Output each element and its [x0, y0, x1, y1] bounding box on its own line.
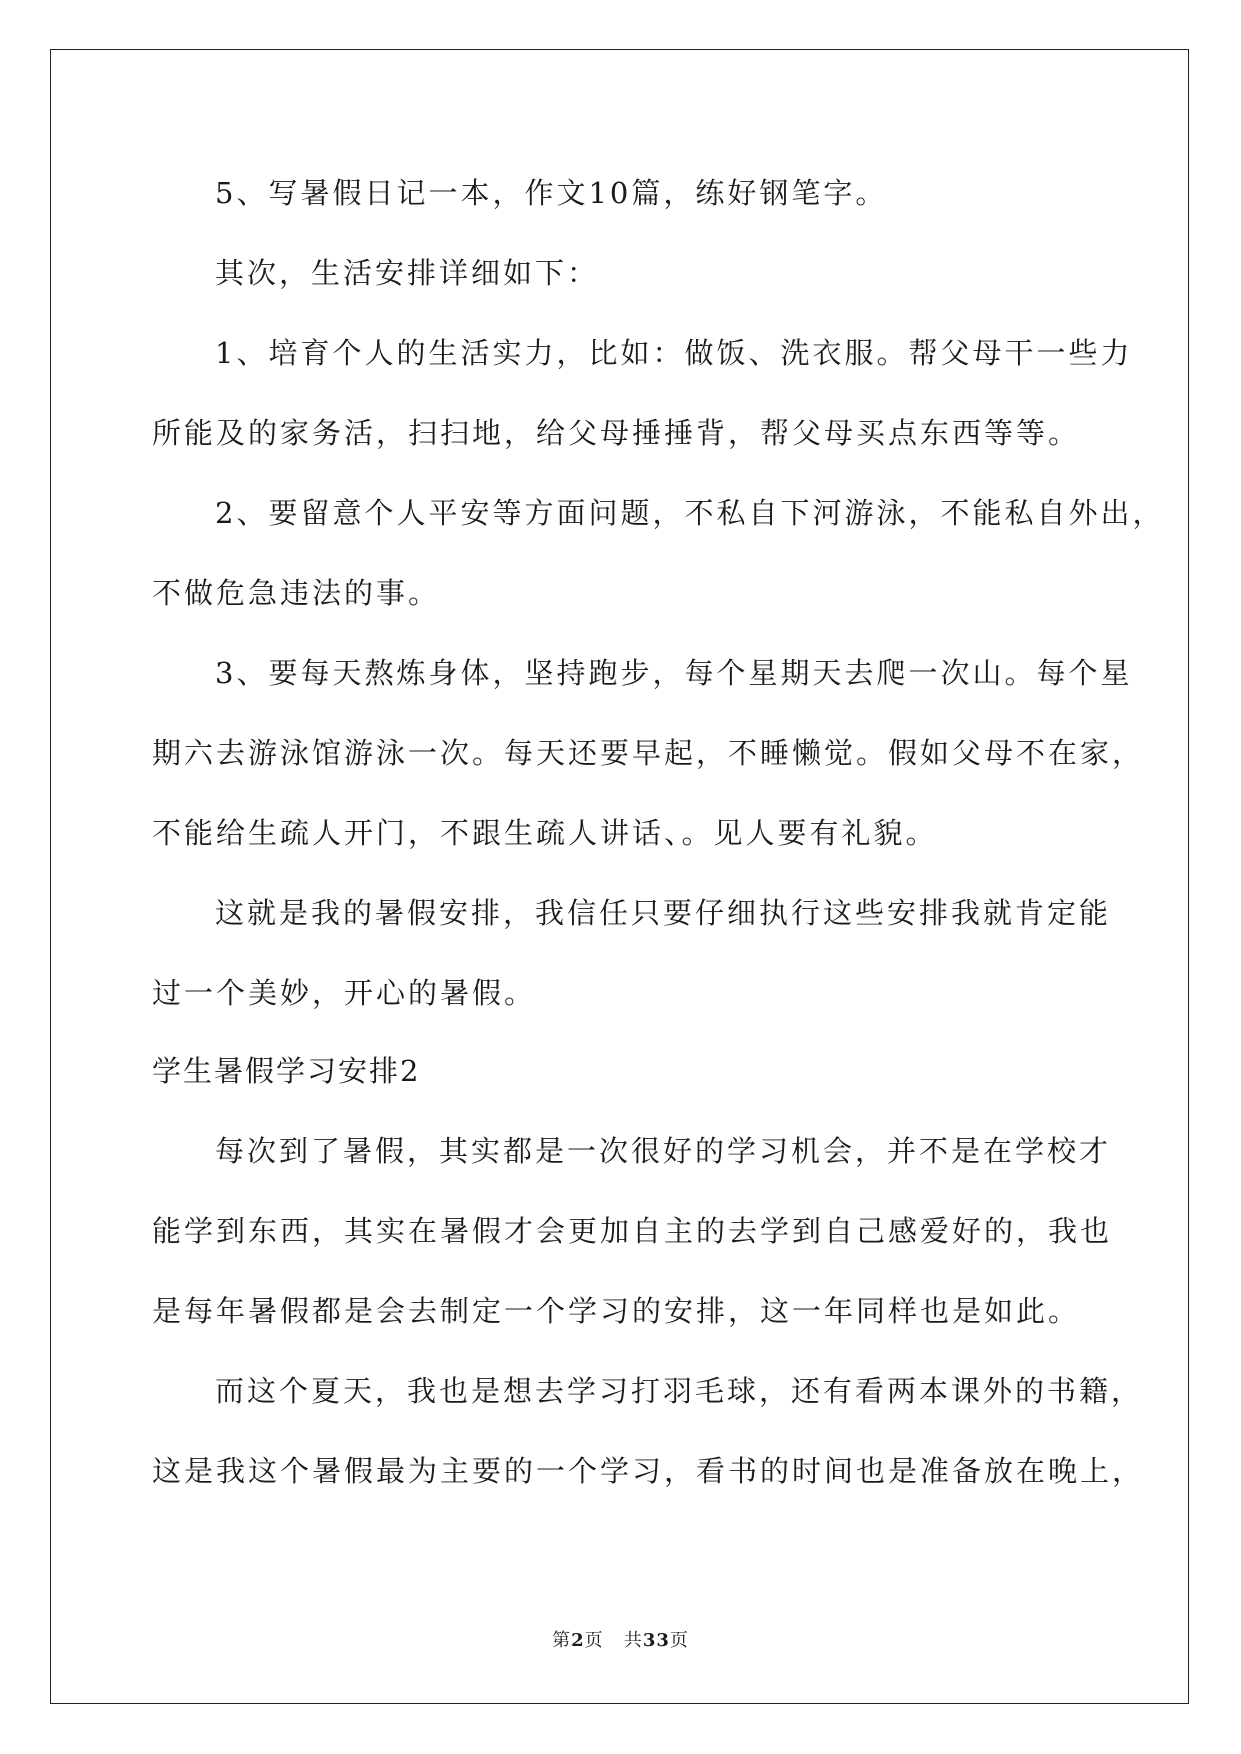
page-footer	[0, 1629, 1241, 1653]
paragraph-line: 过一个美妙，开心的暑假。	[152, 976, 537, 1010]
footer-prefix: 第	[552, 1630, 572, 1651]
footer-page-suffix: 页	[584, 1630, 604, 1651]
paragraph-line: 5、写暑假日记一本，作文10篇，练好钢笔字。	[215, 176, 888, 210]
paragraph-line: 这就是我的暑假安排，我信任只要仔细执行这些安排我就肯定能	[215, 896, 1112, 930]
current-page-number: 2	[571, 1630, 585, 1651]
footer-total-prefix: 共	[623, 1630, 643, 1651]
paragraph-line: 3、要每天熬炼身体，坚持跑步，每个星期天去爬一次山。每个星	[215, 656, 1133, 690]
paragraph-line: 1、培育个人的生活实力，比如：做饭、洗衣服。帮父母干一些力	[215, 336, 1133, 370]
paragraph-line: 每次到了暑假，其实都是一次很好的学习机会，并不是在学校才	[215, 1134, 1112, 1168]
paragraph-line: 不做危急违法的事。	[152, 576, 441, 610]
total-pages-number: 33	[642, 1630, 670, 1651]
paragraph-line: 不能给生疏人开门，不跟生疏人讲话、。见人要有礼貌。	[152, 816, 938, 850]
section-heading: 学生暑假学习安排2	[152, 1054, 421, 1088]
paragraph-line: 期六去游泳馆游泳一次。每天还要早起，不睡懒觉。假如父母不在家，	[152, 736, 1145, 770]
paragraph-line: 而这个夏天，我也是想去学习打羽毛球，还有看两本课外的书籍，	[215, 1374, 1144, 1408]
paragraph-line: 这是我这个暑假最为主要的一个学习，看书的时间也是准备放在晚上，	[152, 1454, 1145, 1488]
paragraph-line: 其次，生活安排详细如下：	[215, 256, 600, 290]
paragraph-line: 2、要留意个人平安等方面问题，不私自下河游泳，不能私自外出，	[215, 496, 1165, 530]
footer-total-suffix: 页	[669, 1630, 689, 1651]
paragraph-line: 是每年暑假都是会去制定一个学习的安排，这一年同样也是如此。	[152, 1294, 1081, 1328]
paragraph-line: 能学到东西，其实在暑假才会更加自主的去学到自己感爱好的，我也	[152, 1214, 1113, 1248]
paragraph-line: 所能及的家务活，扫扫地，给父母捶捶背，帮父母买点东西等等。	[152, 416, 1081, 450]
